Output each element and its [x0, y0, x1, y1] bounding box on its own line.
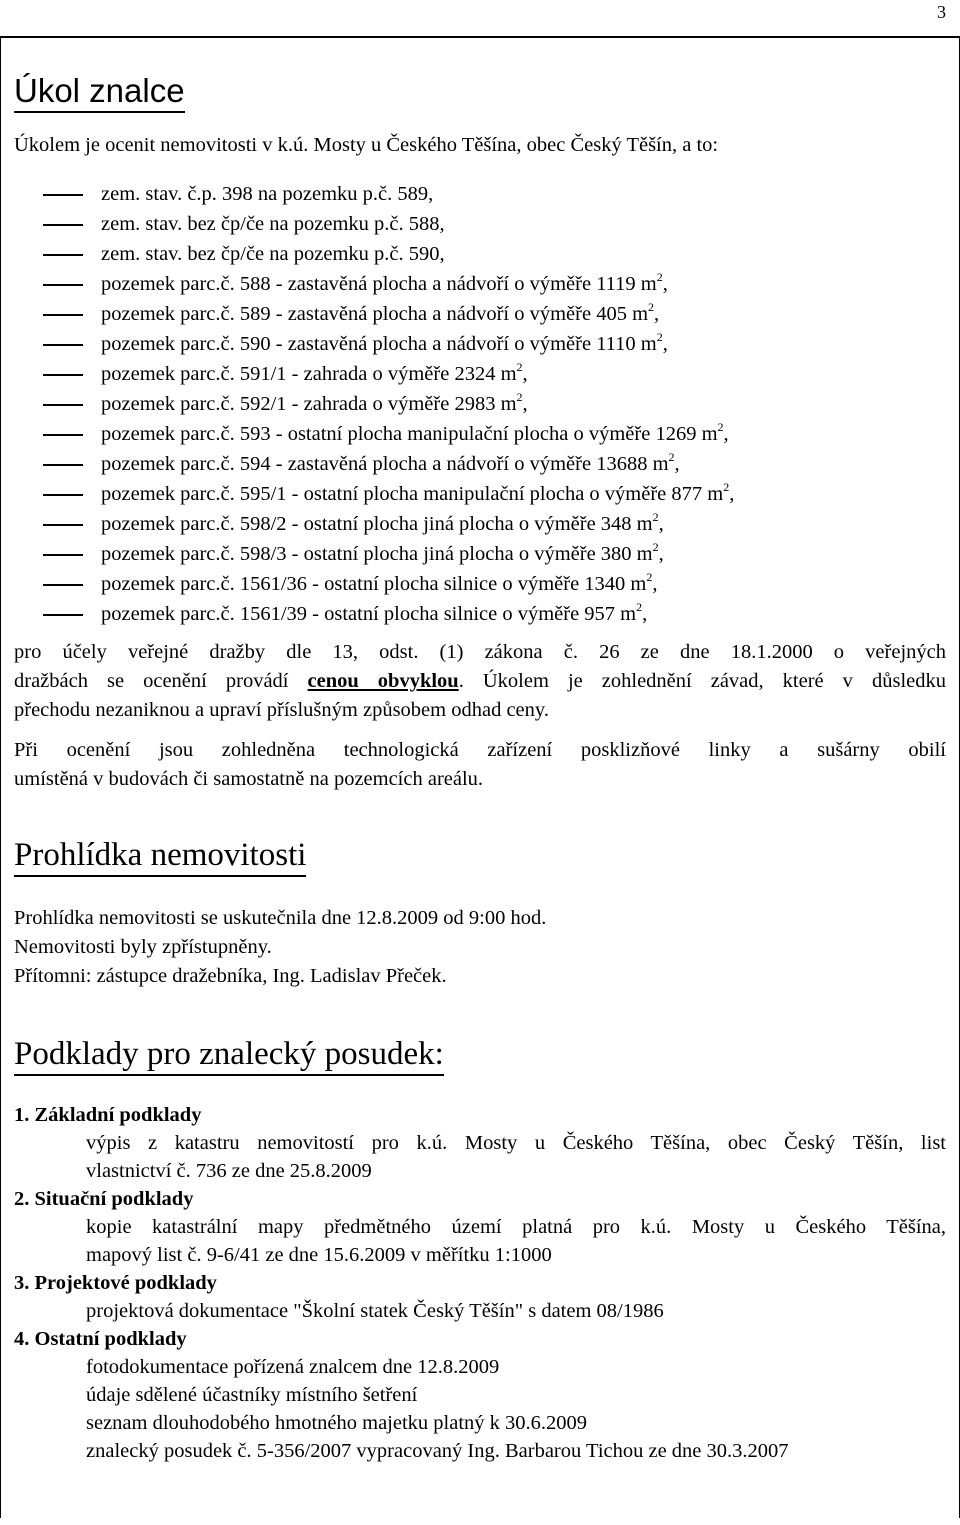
- dash-bullet: [43, 404, 83, 406]
- ukol-intro: Úkolem je ocenit nemovitosti v k.ú. Mosty u Českého Těšína, obec Český Těšín, a to:: [14, 134, 719, 156]
- source-heading-situational: 2. Situační podklady: [14, 1188, 194, 1210]
- dash-bullet: [43, 614, 83, 616]
- source-item: seznam dlouhodobého hmotného majetku platný k 30.6.2009: [86, 1412, 588, 1434]
- list-item: zem. stav. bez čp/če na pozemku p.č. 588,: [14, 209, 946, 239]
- inspection-line: Nemovitosti byly zpřístupněny.: [14, 936, 272, 958]
- source-item: výpis z katastru nemovitostí pro k.ú. Mosty u Českého Těšína, obec Český Těšín, list: [86, 1132, 946, 1154]
- dash-bullet: [43, 524, 83, 526]
- document-frame: [0, 36, 960, 1518]
- list-item: pozemek parc.č. 590 - zastavěná plocha a nádvoří o výměře 1110 $m^2$,: [14, 329, 946, 359]
- paragraph-line: pro účely veřejné dražby dle 13, odst. (1) zákona č. 26 ze dne 18.1.2000 o veřejných: [14, 641, 946, 663]
- section-heading-prohlidka: Prohlídka nemovitosti: [14, 836, 306, 877]
- section-heading-podklady: Podklady pro znalecký posudek:: [14, 1035, 444, 1076]
- source-item: údaje sdělené účastníky místního šetření: [86, 1384, 418, 1406]
- source-item: znalecký posudek č. 5-356/2007 vypracovaný Ing. Barbarou Tichou ze dne 30.3.2007: [86, 1440, 789, 1462]
- list-item: pozemek parc.č. 1561/39 - ostatní plocha silnice o výměře 957 $m^2$,: [14, 599, 946, 629]
- dash-bullet: [43, 284, 83, 286]
- underlined-term: cenou obvyklou: [307, 670, 459, 692]
- list-item: pozemek parc.č. 598/2 - ostatní plocha jiná plocha o výměře 348 $m^2$,: [14, 509, 946, 539]
- paragraph-line: Při ocenění jsou zohledněna technologická zařízení posklizňové linky a sušárny obilí: [14, 739, 946, 761]
- list-item: pozemek parc.č. 591/1 - zahrada o výměře 2324 $m^2$,: [14, 359, 946, 389]
- list-item: pozemek parc.č. 589 - zastavěná plocha a nádvoří o výměře 405 $m^2$,: [14, 299, 946, 329]
- property-list: [14, 179, 946, 629]
- dash-bullet: [43, 224, 83, 226]
- dash-bullet: [43, 344, 83, 346]
- dash-bullet: [43, 464, 83, 466]
- list-item: pozemek parc.č. 1561/36 - ostatní plocha silnice o výměře 1340 $m^2$,: [14, 569, 946, 599]
- paragraph-line: přechodu nezaniknou a upraví příslušným způsobem odhad ceny.: [14, 699, 549, 721]
- list-item: zem. stav. bez čp/če na pozemku p.č. 590,: [14, 239, 946, 269]
- list-item: pozemek parc.č. 595/1 - ostatní plocha manipulační plocha o výměře 877 $m^2$,: [14, 479, 946, 509]
- section-heading-ukol: Úkol znalce: [14, 72, 185, 113]
- dash-bullet: [43, 434, 83, 436]
- dash-bullet: [43, 494, 83, 496]
- list-item: pozemek parc.č. 588 - zastavěná plocha a nádvoří o výměře 1119 $m^2$,: [14, 269, 946, 299]
- paragraph-equipment: [14, 736, 946, 794]
- list-item: zem. stav. č.p. 398 na pozemku p.č. 589,: [14, 179, 946, 209]
- sources-list: [14, 1101, 946, 1465]
- paragraph-line: dražbách se ocenění provádí cenou obvyklou. Úkolem je zohlednění závad, které v důsledku: [14, 670, 946, 692]
- source-item: vlastnictví č. 736 ze dne 25.8.2009: [86, 1160, 372, 1182]
- list-item: pozemek parc.č. 592/1 - zahrada o výměře 2983 $m^2$,: [14, 389, 946, 419]
- list-item: pozemek parc.č. 598/3 - ostatní plocha jiná plocha o výměře 380 $m^2$,: [14, 539, 946, 569]
- dash-bullet: [43, 254, 83, 256]
- inspection-line: Přítomni: zástupce dražebníka, Ing. Ladislav Přeček.: [14, 965, 447, 987]
- source-item: mapový list č. 9-6/41 ze dne 15.6.2009 v měřítku 1:1000: [86, 1244, 552, 1266]
- source-item: projektová dokumentace "Školní statek Český Těšín" s datem 08/1986: [86, 1300, 664, 1322]
- inspection-info: [14, 904, 546, 991]
- dash-bullet: [43, 584, 83, 586]
- page-number: 3: [937, 2, 946, 22]
- dash-bullet: [43, 194, 83, 196]
- paragraph-line: umístěná v budovách či samostatně na pozemcích areálu.: [14, 768, 484, 790]
- dash-bullet: [43, 374, 83, 376]
- list-item: pozemek parc.č. 593 - ostatní plocha manipulační plocha o výměře 1269 $m^2$,: [14, 419, 946, 449]
- dash-bullet: [43, 554, 83, 556]
- source-heading-project: 3. Projektové podklady: [14, 1272, 217, 1294]
- source-heading-other: 4. Ostatní podklady: [14, 1328, 187, 1350]
- source-heading-basic: 1. Základní podklady: [14, 1104, 202, 1126]
- source-item: fotodokumentace pořízená znalcem dne 12.8.2009: [86, 1356, 500, 1378]
- list-item: pozemek parc.č. 594 - zastavěná plocha a nádvoří o výměře 13688 $m^2$,: [14, 449, 946, 479]
- inspection-line: Prohlídka nemovitosti se uskutečnila dne 12.8.2009 od 9:00 hod.: [14, 907, 547, 929]
- dash-bullet: [43, 314, 83, 316]
- paragraph-purpose: [14, 638, 946, 725]
- source-item: kopie katastrální mapy předmětného území platná pro k.ú. Mosty u Českého Těšína,: [86, 1216, 946, 1238]
